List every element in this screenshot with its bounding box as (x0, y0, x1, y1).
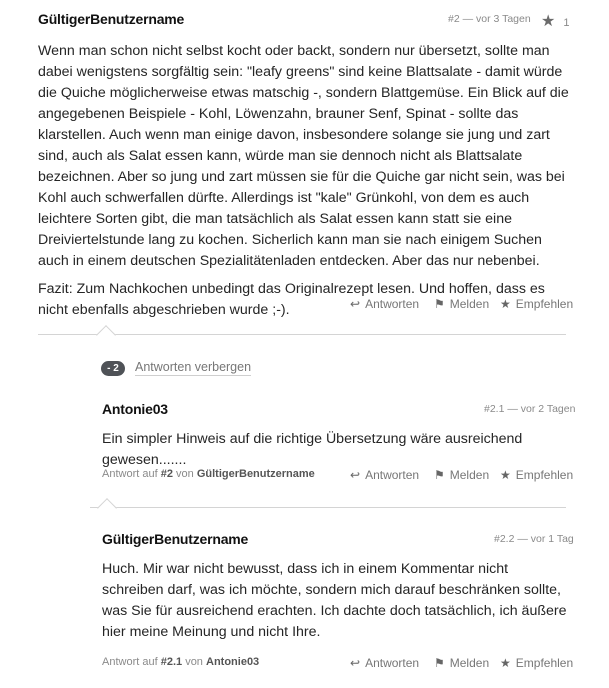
reply-button[interactable]: ↩ Antworten (350, 468, 420, 482)
flag-icon: ⚑ (434, 468, 445, 482)
comment-paragraph: Ein simpler Hinweis auf die richtige Übersetzung wäre ausreichend gewesen....... (102, 431, 523, 468)
divider (38, 334, 566, 335)
flag-icon: ⚑ (434, 297, 445, 311)
divider-notch (97, 498, 117, 518)
comment-author[interactable]: Antonie03 (102, 401, 168, 417)
reply-icon: ↩ (350, 297, 361, 311)
flag-icon: ⚑ (434, 656, 445, 670)
reply-icon: ↩ (350, 656, 361, 670)
reply-reference: Antwort auf #2.1 von Antonie03 (102, 656, 260, 668)
reply-label: Antworten (365, 297, 420, 311)
star-icon: ★ (500, 656, 511, 670)
comment-header (102, 401, 576, 421)
report-button[interactable] (434, 297, 489, 311)
comment-actions (350, 468, 574, 484)
recommend-button[interactable]: ★ Empfehlen (500, 656, 574, 670)
report-button[interactable]: ⚑ Melden (434, 656, 490, 670)
comment-meta[interactable]: #2.1 — vor 2 Tagen (484, 403, 576, 415)
comment-meta[interactable]: #2 — vor 3 Tagen (448, 13, 531, 25)
recommend-button[interactable]: ★ Empfehlen (500, 468, 574, 482)
hide-replies-link[interactable]: Antworten verbergen (135, 360, 252, 374)
comment-author[interactable]: GültigerBenutzername (38, 11, 185, 27)
comment-header (102, 531, 574, 551)
recommend-label: Empfehlen (515, 297, 574, 311)
reply-ref-link[interactable]: #2 (160, 468, 173, 480)
comment-actions (350, 297, 574, 313)
star-icon: ★ (541, 13, 556, 30)
comment-paragraph: Wenn man schon nicht selbst kocht oder backt, sondern nur übersetzt, sollte man dabei wenigstens sorgfältig sein: "leafy greens" sind keine Blattsalate - damit würde die Quiche möglicherweise etwas matschig -, sondern Blattgemüse. Ein Blick auf die angegebenen Beispiele - Kohl, Löwenzahn, brauner Senf, Spinat - sollte das klarstellen. Auch wenn man einige davon, insbesondere solange sie jung und zart sind, auch als Salat essen kann, würde man sie dennoch nicht als Blattsalate bezeichnen. Aber so jung und zart müssen sie für die Quiche gar nicht sein, was bei Kohl auch schwerfallen dürfte. Allerdings ist "kale" Grünkohl, von dem es auch leichtere Sorten gibt, die man tatsächlich als Salat essen kann statt sie eine Dreiviertelstunde lang zu kochen. Sicherlich kann man sie nach einigem Suchen auch in einem deutschen Spezialitätenladen entdecken. Aber das nur nebenbei. (38, 43, 569, 269)
recommend-count (541, 11, 569, 31)
recommend-count-value: 1 (563, 17, 570, 29)
reply-button[interactable]: ↩ Antworten (350, 656, 420, 670)
reply-ref-link[interactable]: #2.1 (160, 656, 183, 668)
comment-actions (350, 656, 574, 672)
comment-paragraph: Fazit: Zum Nachkochen unbedingt das Originalrezept lesen. Und hoffen, dass es nicht ebenfalls abgeschrieben wurde ;-). (38, 281, 545, 318)
comment-paragraph: Huch. Mir war nicht bewusst, dass ich in einem Kommentar nicht schreiben darf, was ich möchte, sondern mich darauf beschränken sollte, was Sie für ausreichend erachten. Ich dachte doch tatsächlich, ich äußere hier meine Meinung und nicht Ihre. (102, 561, 567, 640)
star-icon: ★ (500, 468, 511, 482)
comment-author[interactable]: GültigerBenutzername (102, 531, 249, 547)
report-button[interactable]: ⚑ Melden (434, 468, 490, 482)
reply-button[interactable] (350, 297, 419, 311)
comment-header (38, 11, 568, 31)
replies-toggle[interactable] (101, 360, 251, 376)
comment-meta[interactable]: #2.2 — vor 1 Tag (494, 533, 574, 545)
star-icon: ★ (500, 297, 511, 311)
report-label: Melden (449, 297, 490, 311)
reply-user-link[interactable]: Antonie03 (206, 656, 260, 668)
reply-reference: Antwort auf #2 von GültigerBenutzername (102, 468, 315, 480)
comment-2-1 (102, 401, 576, 482)
divider (90, 507, 566, 508)
replies-count-badge: - 2 (101, 361, 125, 376)
comment-body (38, 41, 570, 328)
comment-2 (38, 11, 574, 318)
divider-notch (96, 325, 116, 345)
reply-icon: ↩ (350, 468, 361, 482)
comment-2-2 (102, 531, 574, 681)
comment-body (102, 559, 568, 650)
reply-user-link[interactable]: GültigerBenutzername (196, 468, 315, 480)
recommend-button[interactable] (500, 297, 573, 311)
